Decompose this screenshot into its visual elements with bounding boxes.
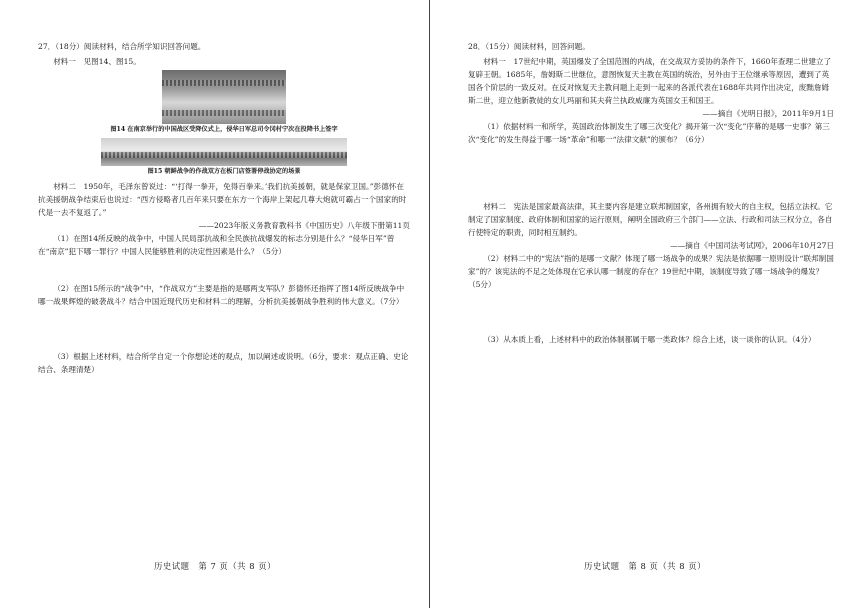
q28-material1-citation: ——摘自《光明日报》，2011年9月1日 [702,109,834,118]
figure-14-photo [162,70,286,124]
q28-material1: 材料一 17世纪中期，英国爆发了全国范围的内战，在交战双方妥协的条件下，1660年查理二世建立了复辟王朝。1685年，詹姆斯二世继位，意图恢复天主教在英国的统治，另外由于王位继承等原因，遭到了英国各个阶层的一致反对。在反对恢复天主教问题上走到一起来的各派代表在1688年共同作出决定，废黜詹姆斯二世，迎立他新教徒的女儿玛丽和其夫荷兰执政威廉为英国女王和国王。 [468,57,832,105]
q27-heading: 27．（18分）阅读材料，结合所学知识回答问题。 [38,42,206,51]
figure-14 [38,70,410,135]
page-footer-right: 历史试题 第 8 页（共 8 页） [584,561,706,571]
q28-subquestion-3: （3）从本质上看，上述材料中的政治体制都属于哪一类政体？综合上述，谈一谈你的认识。（4分） [483,335,816,344]
q28-subquestion-1: （1）依据材料一和所学，英国政治体制发生了哪三次变化？揭开第一次“变化”序幕的是哪一史事？第三次“变化”的发生得益于哪一场“革命”和哪一“法律文献”的颁布？（6分） [468,122,830,144]
q28-heading: 28．（15分）阅读材料，回答问题。 [468,42,590,51]
figure-14-caption: 图14 在南京举行的中国战区受降仪式上，侵华日军总司令冈村宁次在投降书上签字 [110,126,338,133]
q27-subquestion-3: （3）根据上述材料，结合所学自定一个你想论述的观点，加以阐述或说明。（6分，要求：观点正确、史论结合、条理清楚） [38,352,409,374]
answer-space [468,146,834,188]
q27-material1: 材料一 见图14、图15。 [53,57,141,66]
q27-material2: 材料二 1950年，毛泽东曾说过：“‘打得一拳开，免得百拳来。’我们抗美援朝，就是保家卫国。”彭德怀在抗美援朝战争结束后也说过：“西方侵略者几百年来只要在东方一个海岸上架起几尊大炮就可霸占一个国家的时代是一去不复返了。” [38,182,407,217]
figure-15-photo [101,138,347,166]
figure-14-crowd [162,80,286,86]
page-footer-left: 历史试题 第 7 页（共 8 页） [154,561,276,571]
figure-15 [38,138,410,177]
q28-material2: 材料二 宪法是国家最高法律，其主要内容是建立联邦制国家，各州拥有较大的自主权，包括立法权。它制定了国家制度、政府体制和国家的运行原则，阐明全国政府三个部门——立法、行政和司法三权分立，各自行使特定的职责，同时相互制约。 [468,202,833,237]
answer-space [468,188,834,200]
figure-15-caption: 图15 朝鲜战争的作战双方在板门店签署停战协定的场景 [147,168,301,175]
figure-14-table [162,110,286,116]
right-content [468,40,834,346]
answer-space [38,308,410,350]
q27-material2-citation: ——2023年版义务教育教科书《中国历史》八年级下册第11页 [198,221,410,230]
q27-subquestion-2: （2）在图15所示的“战争”中，“作战双方”主要是指的是哪两支军队？彭德怀还指挥了图14所反映战争中哪一战果辉煌的破袭战斗？结合中国近现代历史和材料二的理解，分析抗美援朝战争胜利的伟大意义。（7分） [38,284,405,306]
q28-subquestion-2: （2）材料二中的“宪法”指的是哪一文献？体现了哪一场战争的成果？宪法是依据哪一原则设计“联邦制国家”的？该宪法的不足之处体现在它承认哪一制度的存在？19世纪中期，该制度导致了哪一场战争的爆发？（5分） [468,254,834,289]
figure-15-crowd [101,152,347,158]
q27-subquestion-1: （1）在图14所反映的战争中，中国人民局部抗战和全民族抗战爆发的标志分别是什么？“侵华日军”曾在“南京”犯下哪一罪行？中国人民能够胜利的决定性因素是什么？（5分） [38,234,395,256]
q28-material2-citation: ——摘自《中国司法考试网》，2006年10月27日 [670,241,834,250]
answer-space [38,258,410,282]
left-content [38,40,410,376]
answer-space [468,291,834,333]
page-right [430,0,860,608]
